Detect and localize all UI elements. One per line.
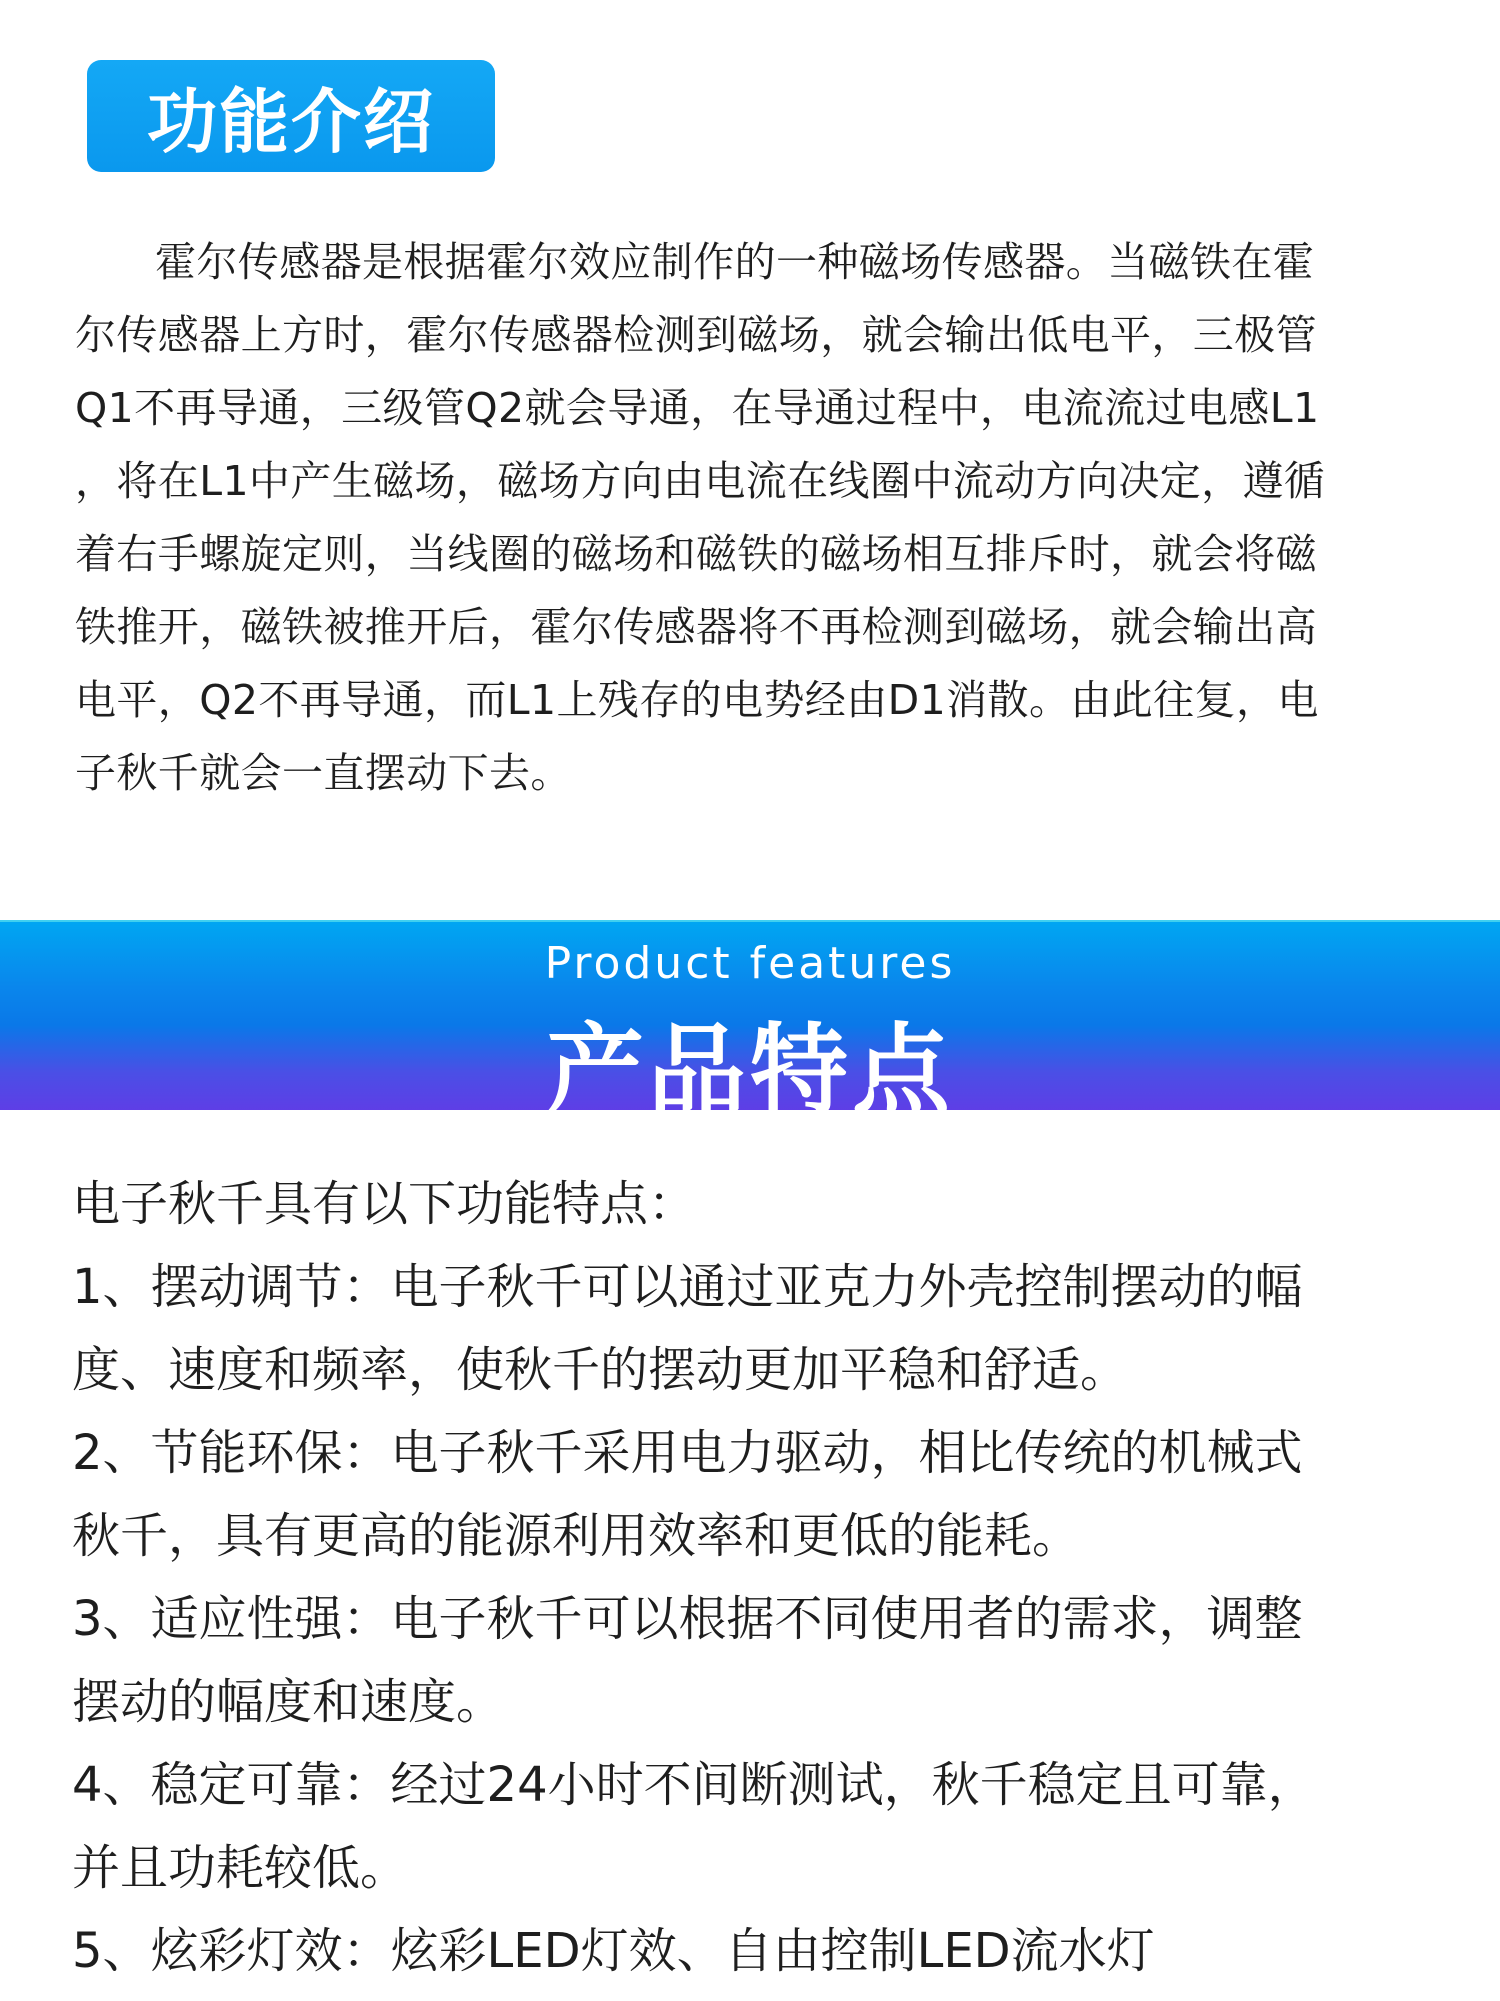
feature-line: 度、速度和频率，使秋千的摆动更加平稳和舒适。 xyxy=(72,1342,1129,1398)
feature-line: 并且功耗较低。 xyxy=(72,1840,409,1896)
product-features-banner xyxy=(0,920,1500,1128)
banner-title: 产品特点 xyxy=(545,1014,954,1128)
paragraph-line: 尔传感器上方时，霍尔传感器检测到磁场，就会输出低电平，三极管 xyxy=(75,311,1317,359)
paragraph-line: Q1不再导通，三级管Q2就会导通，在导通过程中，电流流过电感L1 xyxy=(75,384,1320,432)
section-title: 功能介绍 xyxy=(147,80,435,163)
features-intro: 电子秋千具有以下功能特点： xyxy=(72,1176,697,1232)
feature-line: 4、稳定可靠：经过24小时不间断测试，秋千稳定且可靠， xyxy=(72,1757,1316,1813)
feature-line: 秋千，具有更高的能源利用效率和更低的能耗。 xyxy=(72,1508,1081,1564)
paragraph-line: 子秋千就会一直摆动下去。 xyxy=(75,749,572,797)
paragraph-line: ，将在L1中产生磁场，磁场方向由电流在线圈中流动方向决定，遵循 xyxy=(75,457,1326,505)
feature-line: 3、适应性强：电子秋千可以根据不同使用者的需求，调整 xyxy=(72,1591,1303,1647)
paragraph-line: 着右手螺旋定则，当线圈的磁场和磁铁的磁场相互排斥时，就会将磁 xyxy=(75,530,1317,578)
feature-line: 摆动的幅度和速度。 xyxy=(72,1674,505,1730)
section-title-badge xyxy=(87,60,495,172)
paragraph-line: 铁推开，磁铁被推开后，霍尔传感器将不再检测到磁场，就会输出高 xyxy=(75,603,1317,651)
paragraph-line: 霍尔传感器是根据霍尔效应制作的一种磁场传感器。当磁铁在霍 xyxy=(155,238,1315,286)
banner-subtitle: Product features xyxy=(544,938,956,989)
paragraph-line: 电平，Q2不再导通，而L1上残存的电势经由D1消散。由此往复，电 xyxy=(75,676,1319,724)
feature-line: 5、炫彩灯效：炫彩LED灯效、自由控制LED流水灯 xyxy=(72,1923,1155,1979)
feature-line: 2、节能环保：电子秋千采用电力驱动，相比传统的机械式 xyxy=(72,1425,1303,1481)
feature-line: 1、摆动调节：电子秋千可以通过亚克力外壳控制摆动的幅 xyxy=(72,1259,1303,1315)
